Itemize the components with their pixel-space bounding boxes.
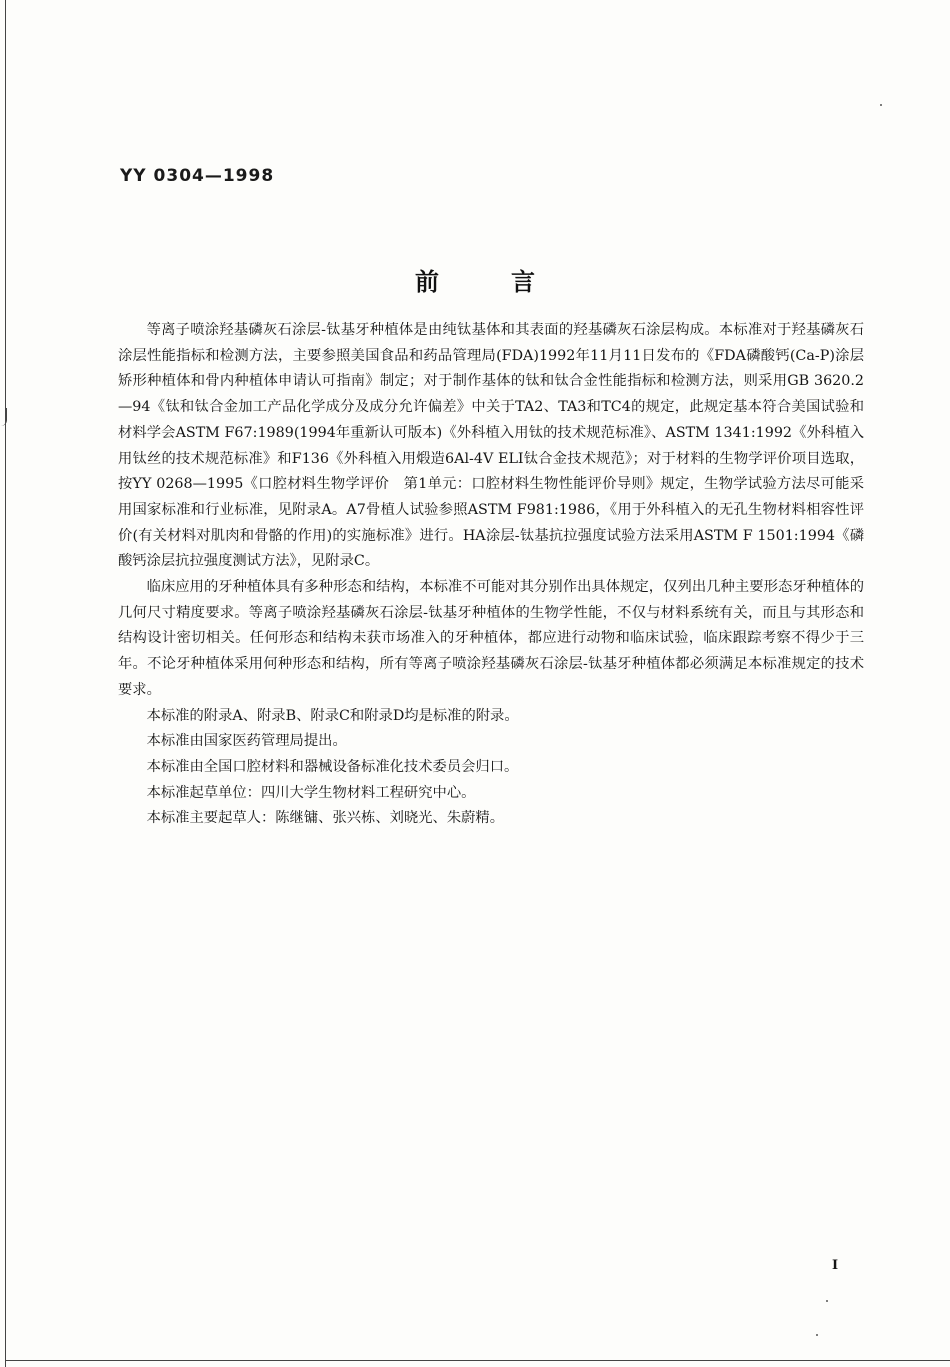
standard-code: YY 0304—1998 [120,166,275,186]
paragraph-drafting-unit: 本标准起草单位：四川大学生物材料工程研究中心。 [146,784,476,801]
page-border-bottom [5,1360,950,1361]
paragraph-annexes: 本标准的附录A、附录B、附录C和附录D均是标准的附录。 [146,707,519,724]
page-title: 前言 [415,267,607,296]
foreword-body [118,318,864,832]
scan-mark [0,408,7,426]
page-number: I [832,1258,839,1273]
scan-speck [816,1334,818,1336]
scan-speck [826,1300,828,1302]
paragraph-proposer: 本标准由国家医药管理局提出。 [146,733,347,750]
paragraph-clinical: 临床应用的牙种植体具有多种形态和结构，本标准不可能对其分别作出具体规定，仅列出几种主要形态牙种植体的几何尺寸精度要求。等离子喷涂羟基磷灰石涂层-钛基牙种植体的生物学性能，不仅与材料系统有关，而且与其形态和结构设计密切相关。任何形态和结构未获市场准入的牙种植体，都应进行动物和临床试验，临床跟踪考察不得少于三年。不论牙种植体采用何种形态和结构，所有等离子喷涂羟基磷灰石涂层-钛基牙种植体都必须满足本标准规定的技术要求。 [118,579,864,698]
scan-speck [880,104,882,106]
paragraph-scope: 等离子喷涂羟基磷灰石涂层-钛基牙种植体是由纯钛基体和其表面的羟基磷灰石涂层构成。本标准对于羟基磷灰石涂层性能指标和检测方法，主要参照美国食品和药品管理局(FDA)1992年11月11日发布的《FDA磷酸钙(Ca-P)涂层矫形种植体和骨内种植体申请认可指南》制定；对于制作基体的钛和钛合金性能指标和检测方法，则采用GB 3620.2—94《钛和钛合金加工产品化学成分及成分允许偏差》中关于TA2、TA3和TC4的规定，此规定基本符合美国试验和材料学会ASTM F67:1989(1994年重新认可版本)《外科植入用钛的技术规范标准》、ASTM 1341:1992《外科植入用钛丝的技术规范标准》和F136《外科植入用煅造6Al-4V ELI钛合金技术规范》；对于材料的生物学评价项目选取，按YY 0268—1995《口腔材料生物学评价 第1单元：口腔材料生物性能评价导则》规定，生物学试验方法尽可能采用国家标准和行业标准，见附录A。A7骨植人试验参照ASTM F981:1986，《用于外科植入的无孔生物材料相容性评价(有关材料对肌肉和骨骼的作用)的实施标准》进行。HA涂层-钛基抗拉强度试验方法采用ASTM F 1501:1994《磷酸钙涂层抗拉强度测试方法》，见附录C。 [118,322,864,570]
page-border-left [5,0,6,1367]
paragraph-committee: 本标准由全国口腔材料和器械设备标准化技术委员会归口。 [146,758,519,775]
paragraph-drafters: 本标准主要起草人：陈继镛、张兴栋、刘晓光、朱蔚精。 [146,810,505,827]
